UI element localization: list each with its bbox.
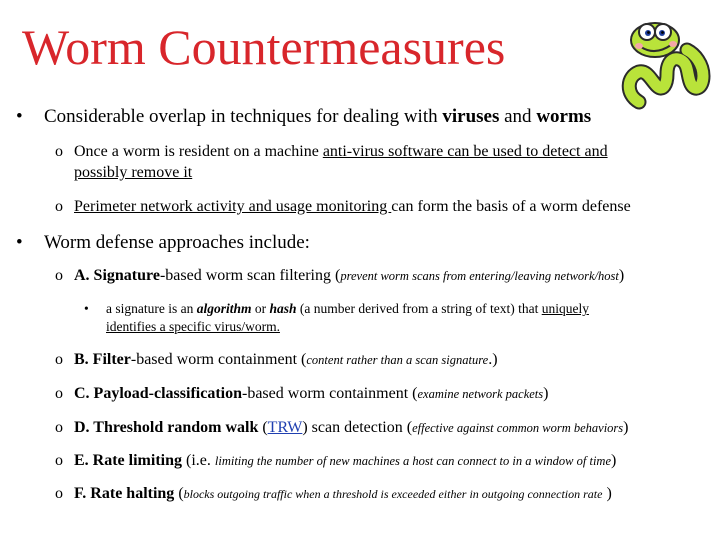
bullet-1-text: Considerable overlap in techniques for dealing with bbox=[44, 106, 443, 127]
trw-link[interactable]: TRW bbox=[267, 419, 303, 436]
slide-title: Worm Countermeasures bbox=[22, 19, 506, 75]
keyword-worms: worms bbox=[536, 106, 592, 127]
sub-marker: o bbox=[55, 198, 63, 215]
bullet-2-text: Worm defense approaches include: bbox=[44, 232, 310, 253]
bullet-marker: • bbox=[16, 106, 23, 127]
bullet-marker: • bbox=[16, 232, 23, 253]
sub-marker: o bbox=[55, 143, 63, 160]
sub-bullet-antivirus-line2: possibly remove it bbox=[74, 164, 193, 181]
signature-definition-line2: identifies a specific virus/worm. bbox=[106, 319, 280, 334]
keyword-viruses: viruses bbox=[442, 106, 500, 127]
cartoon-worm-icon bbox=[617, 14, 715, 116]
